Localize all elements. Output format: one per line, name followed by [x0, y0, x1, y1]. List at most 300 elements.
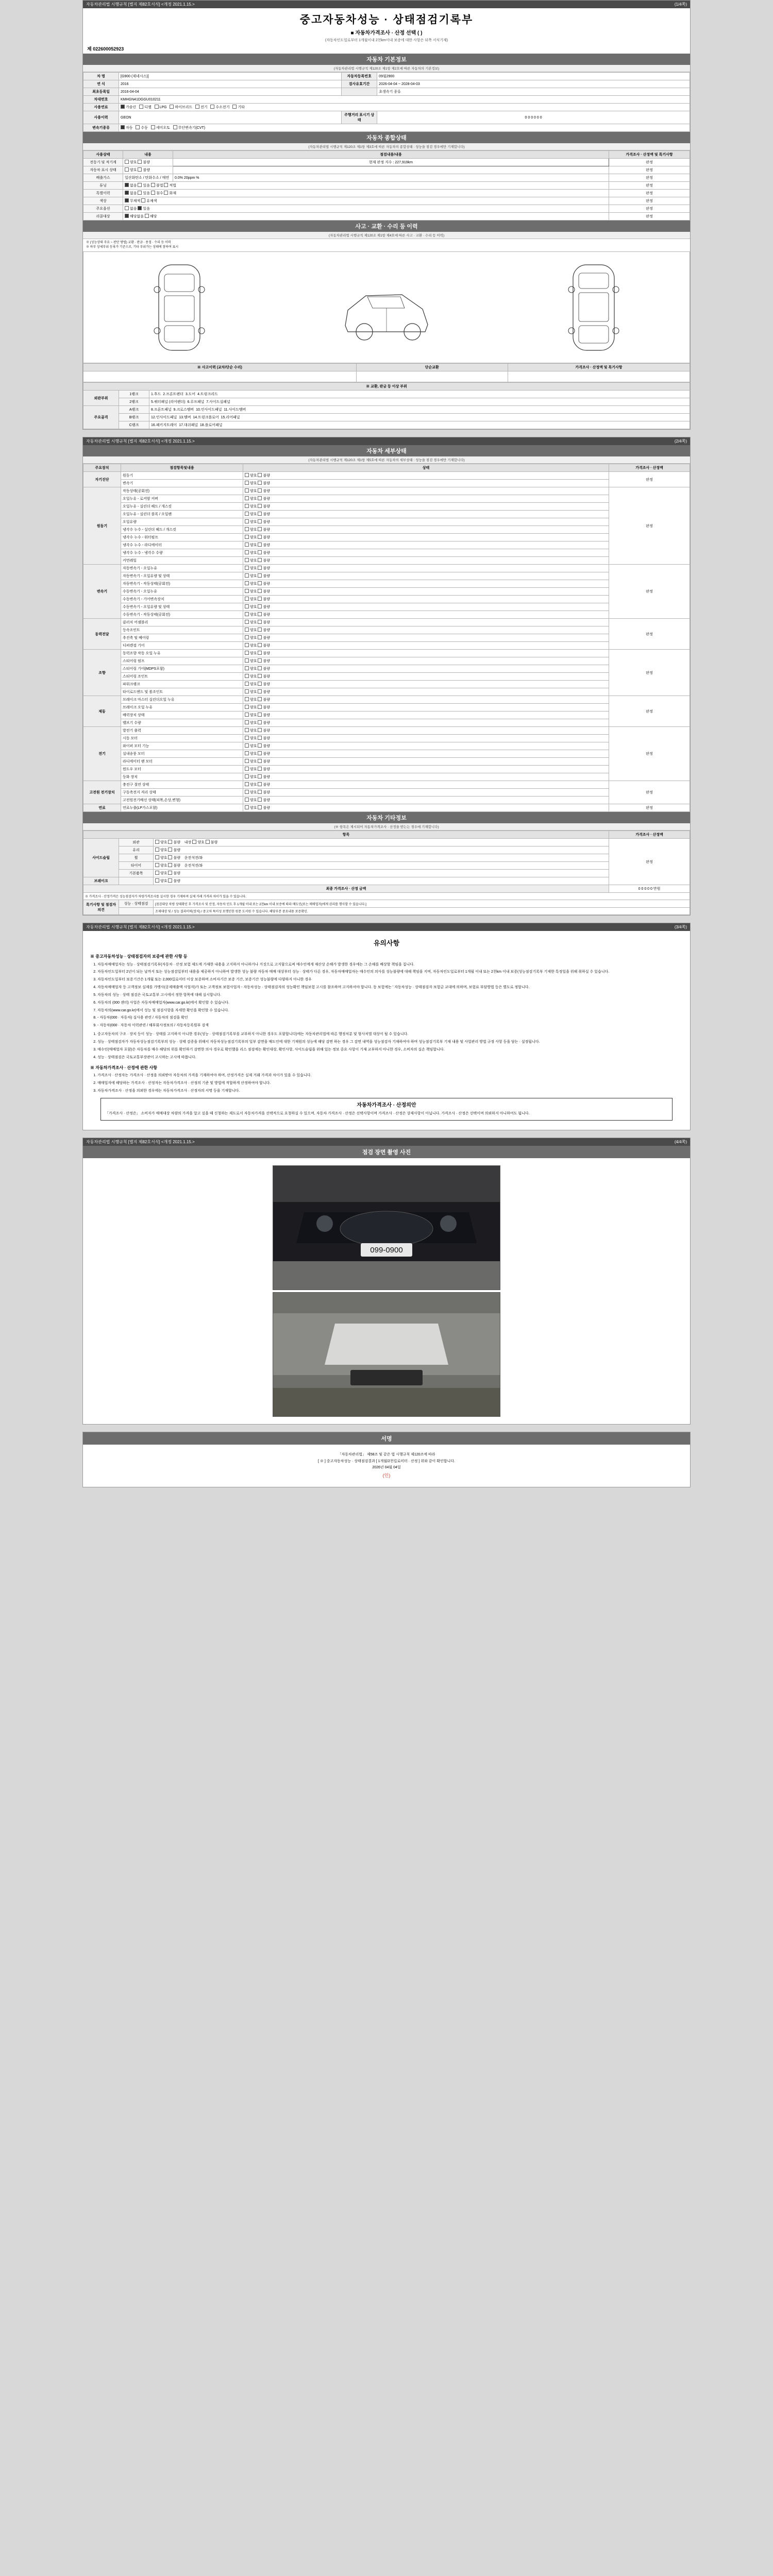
group-verdict-7[interactable]: 판정 [609, 781, 690, 804]
cell-accident[interactable] [83, 371, 357, 382]
trans-opt-2[interactable] [151, 126, 170, 130]
part-item[interactable]: 16.패키지트레이 [151, 423, 177, 427]
checkbox-icon[interactable] [245, 543, 249, 547]
state-option[interactable] [258, 513, 270, 516]
checkbox-icon[interactable] [258, 496, 262, 500]
checkbox-icon[interactable] [245, 473, 249, 477]
state-option[interactable] [245, 544, 258, 547]
checkbox-icon[interactable] [258, 798, 262, 802]
state-cell[interactable] [243, 735, 609, 742]
checkbox-icon[interactable] [258, 682, 262, 686]
state-cell[interactable] [243, 588, 609, 596]
part-item[interactable]: 5.쿼터패널 (리어펜더) [151, 400, 186, 404]
state-cell[interactable] [243, 557, 609, 565]
checkbox-icon[interactable] [245, 481, 249, 485]
checkbox-icon[interactable] [195, 105, 199, 109]
checkbox-icon[interactable] [168, 878, 172, 883]
checkbox-icon[interactable] [155, 878, 159, 883]
checkbox-icon[interactable] [125, 198, 129, 202]
checkbox-icon[interactable] [258, 774, 262, 778]
state-cell[interactable] [243, 742, 609, 750]
row-opts-3[interactable] [123, 182, 609, 190]
checkbox-icon[interactable] [245, 597, 249, 601]
total-price-value[interactable]: 0 0 0 0 0 만원 [609, 885, 690, 893]
checkbox-icon[interactable] [138, 160, 142, 164]
checkbox-icon[interactable] [245, 488, 249, 493]
checkbox-icon[interactable] [258, 620, 262, 624]
fuel-opt-6[interactable] [232, 106, 245, 109]
checkbox-icon[interactable] [245, 558, 249, 562]
state-cell[interactable] [243, 719, 609, 727]
state-option[interactable] [245, 652, 258, 655]
state-option[interactable] [258, 605, 270, 609]
trans-opt-0[interactable] [121, 126, 133, 130]
state-option[interactable] [258, 536, 270, 539]
state-option[interactable] [258, 690, 270, 694]
checkbox-icon[interactable] [141, 198, 145, 202]
state-option[interactable] [245, 752, 258, 756]
state-option[interactable] [245, 582, 258, 586]
state-option[interactable] [245, 768, 258, 771]
state-cell[interactable] [243, 611, 609, 619]
part-item[interactable]: 18.플로어패널 [199, 423, 223, 427]
memo-text[interactable]: [점검대상 차량 상태확인 후 가격조사 및 산정, 자동차 인도 후 1개월 이내 또는 2천km 이내 보증에 따라 매도인(또는 매매업자)에게 권리를 행사할 수 있습니다.] [154, 900, 690, 908]
row-opts-5[interactable] [123, 197, 609, 205]
state-option[interactable] [258, 783, 270, 787]
checkbox-icon[interactable] [245, 612, 249, 616]
checkbox-icon[interactable] [258, 504, 262, 508]
state-option[interactable] [258, 683, 270, 686]
group-verdict-4[interactable]: 판정 [609, 650, 690, 696]
checkbox-icon[interactable] [245, 751, 249, 755]
state-cell[interactable] [243, 603, 609, 611]
checkbox-icon[interactable] [258, 628, 262, 632]
state-option[interactable] [258, 806, 270, 810]
checkbox-icon[interactable] [258, 488, 262, 493]
state-option[interactable] [258, 768, 270, 771]
checkbox-icon[interactable] [245, 790, 249, 794]
group-verdict-5[interactable]: 판정 [609, 696, 690, 727]
checkbox-icon[interactable] [245, 620, 249, 624]
state-option[interactable] [245, 690, 258, 694]
state-option[interactable] [258, 613, 270, 617]
checkbox-icon[interactable] [245, 604, 249, 608]
group-verdict-0[interactable]: 판정 [609, 472, 690, 487]
checkbox-icon[interactable] [245, 682, 249, 686]
state-option[interactable] [245, 605, 258, 609]
checkbox-icon[interactable] [245, 759, 249, 763]
state-option[interactable] [245, 675, 258, 679]
state-option[interactable] [245, 714, 258, 717]
checkbox-icon[interactable] [155, 105, 159, 109]
checkbox-icon[interactable] [245, 782, 249, 786]
checkbox-icon[interactable] [125, 167, 129, 172]
state-option[interactable] [258, 482, 270, 485]
checkbox-icon[interactable] [245, 496, 249, 500]
trans-opt-3[interactable] [173, 126, 205, 130]
checkbox-icon[interactable] [173, 125, 177, 129]
part-item[interactable]: 15.리어패널 [221, 416, 240, 419]
checkbox-icon[interactable] [245, 805, 249, 809]
state-cell[interactable] [243, 773, 609, 781]
state-option[interactable] [245, 737, 258, 740]
checkbox-icon[interactable] [258, 720, 262, 724]
checkbox-icon[interactable] [258, 751, 262, 755]
checkbox-icon[interactable] [258, 759, 262, 763]
state-option[interactable] [258, 636, 270, 640]
state-cell[interactable] [243, 650, 609, 657]
state-cell[interactable] [243, 796, 609, 804]
checkbox-icon[interactable] [258, 713, 262, 717]
state-cell[interactable] [243, 688, 609, 696]
state-cell[interactable] [243, 487, 609, 495]
state-option[interactable] [245, 629, 258, 632]
checkbox-icon[interactable] [245, 512, 249, 516]
checkbox-icon[interactable] [136, 125, 140, 129]
checkbox-icon[interactable] [258, 767, 262, 771]
checkbox-icon[interactable] [125, 160, 129, 164]
checkbox-icon[interactable] [258, 481, 262, 485]
state-cell[interactable] [243, 549, 609, 557]
checkbox-icon[interactable] [258, 543, 262, 547]
fuel-opt-2[interactable] [155, 106, 167, 109]
checkbox-icon[interactable] [245, 651, 249, 655]
checkbox-icon[interactable] [245, 535, 249, 539]
state-option[interactable] [245, 482, 258, 485]
state-option[interactable] [258, 629, 270, 632]
state-option[interactable] [258, 574, 270, 578]
state-option[interactable] [258, 528, 270, 532]
checkbox-icon[interactable] [258, 790, 262, 794]
state-cell[interactable] [243, 596, 609, 603]
part-item[interactable]: 17.대쉬패널 [179, 423, 198, 427]
part-item[interactable]: 4.트렁크리드 [197, 393, 218, 396]
state-option[interactable] [258, 744, 270, 748]
state-cell[interactable] [243, 634, 609, 642]
checkbox-icon[interactable] [258, 589, 262, 593]
state-cell[interactable] [243, 526, 609, 534]
state-option[interactable] [258, 799, 270, 802]
checkbox-icon[interactable] [168, 855, 172, 859]
state-option[interactable] [245, 489, 258, 493]
checkbox-icon[interactable] [138, 167, 142, 172]
state-cell[interactable] [243, 626, 609, 634]
state-cell[interactable] [243, 541, 609, 549]
checkbox-icon[interactable] [258, 581, 262, 585]
state-cell[interactable] [243, 789, 609, 796]
fuel-opt-3[interactable] [170, 106, 192, 109]
other-opts-4[interactable] [154, 870, 609, 877]
state-cell[interactable] [243, 696, 609, 704]
state-option[interactable] [258, 497, 270, 501]
checkbox-icon[interactable] [155, 855, 159, 859]
state-option[interactable] [245, 806, 258, 810]
checkbox-icon[interactable] [245, 658, 249, 663]
checkbox-icon[interactable] [245, 705, 249, 709]
state-option[interactable] [258, 567, 270, 570]
state-option[interactable] [258, 551, 270, 555]
other-price-cell[interactable]: 판정 [609, 839, 690, 885]
state-option[interactable] [258, 729, 270, 733]
state-cell[interactable] [243, 711, 609, 719]
checkbox-icon[interactable] [258, 535, 262, 539]
state-option[interactable] [245, 559, 258, 563]
state-cell[interactable] [243, 534, 609, 541]
checkbox-icon[interactable] [170, 105, 174, 109]
group-verdict-6[interactable]: 판정 [609, 727, 690, 781]
trans-opt-1[interactable] [136, 126, 148, 130]
state-option[interactable] [245, 744, 258, 748]
state-cell[interactable] [243, 503, 609, 511]
checkbox-icon[interactable] [258, 558, 262, 562]
checkbox-icon[interactable] [168, 871, 172, 875]
state-cell[interactable] [243, 619, 609, 626]
checkbox-icon[interactable] [245, 504, 249, 508]
state-cell[interactable] [243, 766, 609, 773]
checkbox-icon[interactable] [258, 666, 262, 670]
state-option[interactable] [245, 621, 258, 624]
state-option[interactable] [258, 559, 270, 563]
checkbox-icon[interactable] [245, 767, 249, 771]
other-opts-5[interactable] [154, 877, 609, 885]
checkbox-icon[interactable] [139, 105, 143, 109]
checkbox-icon[interactable] [245, 566, 249, 570]
part-item[interactable]: 12.인사이드패널 [151, 416, 177, 419]
state-option[interactable] [245, 567, 258, 570]
state-option[interactable] [245, 698, 258, 702]
row-opts-4[interactable] [123, 190, 609, 197]
checkbox-icon[interactable] [258, 743, 262, 748]
checkbox-icon[interactable] [168, 863, 172, 867]
checkbox-icon[interactable] [125, 214, 129, 218]
state-cell[interactable] [243, 727, 609, 735]
checkbox-icon[interactable] [168, 848, 172, 852]
part-item[interactable]: 7.사이드실패널 [206, 400, 230, 404]
state-option[interactable] [258, 505, 270, 509]
fuel-opt-5[interactable] [210, 106, 229, 109]
checkbox-icon[interactable] [258, 674, 262, 678]
other-opts-0[interactable] [154, 839, 609, 846]
checkbox-icon[interactable] [151, 191, 155, 195]
checkbox-icon[interactable] [245, 519, 249, 523]
checkbox-icon[interactable] [258, 527, 262, 531]
checkbox-icon[interactable] [245, 628, 249, 632]
checkbox-icon[interactable] [258, 658, 262, 663]
row-opts-6[interactable] [123, 205, 609, 213]
state-option[interactable] [258, 775, 270, 779]
group-verdict-3[interactable]: 판정 [609, 619, 690, 650]
checkbox-icon[interactable] [258, 550, 262, 554]
part-item[interactable]: 10.인사이드패널 [196, 408, 222, 412]
state-option[interactable] [245, 783, 258, 787]
checkbox-icon[interactable] [245, 697, 249, 701]
state-option[interactable] [245, 706, 258, 709]
state-option[interactable] [258, 791, 270, 794]
other-opts-1[interactable] [154, 846, 609, 854]
state-cell[interactable] [243, 681, 609, 688]
checkbox-icon[interactable] [125, 183, 129, 187]
checkbox-icon[interactable] [210, 105, 214, 109]
state-option[interactable] [245, 659, 258, 663]
state-option[interactable] [258, 590, 270, 594]
state-cell[interactable] [243, 758, 609, 766]
state-cell[interactable] [243, 480, 609, 487]
checkbox-icon[interactable] [245, 743, 249, 748]
state-option[interactable] [245, 683, 258, 686]
part-item[interactable]: 14.트렁크플로어 [193, 416, 219, 419]
checkbox-icon[interactable] [245, 573, 249, 578]
state-option[interactable] [258, 721, 270, 725]
fuel-opt-0[interactable] [121, 106, 136, 109]
state-option[interactable] [258, 698, 270, 702]
checkbox-icon[interactable] [258, 566, 262, 570]
state-cell[interactable] [243, 472, 609, 480]
checkbox-icon[interactable] [258, 805, 262, 809]
state-option[interactable] [245, 551, 258, 555]
checkbox-icon[interactable] [258, 597, 262, 601]
state-option[interactable] [245, 760, 258, 764]
state-cell[interactable] [243, 565, 609, 572]
state-option[interactable] [245, 791, 258, 794]
checkbox-icon[interactable] [258, 782, 262, 786]
state-cell[interactable] [243, 673, 609, 681]
state-option[interactable] [245, 667, 258, 671]
state-option[interactable] [245, 497, 258, 501]
state-option[interactable] [245, 513, 258, 516]
state-option[interactable] [258, 520, 270, 524]
checkbox-icon[interactable] [258, 519, 262, 523]
part-item[interactable]: 9.크로스멤버 [173, 408, 194, 412]
other-opts-2[interactable] [154, 854, 609, 862]
other-opts-3[interactable] [154, 862, 609, 870]
state-cell[interactable] [243, 642, 609, 650]
checkbox-icon[interactable] [155, 848, 159, 852]
part-item[interactable]: 6.루프패널 [187, 400, 205, 404]
state-option[interactable] [258, 752, 270, 756]
state-option[interactable] [245, 598, 258, 601]
state-cell[interactable] [243, 495, 609, 503]
group-verdict-2[interactable]: 판정 [609, 565, 690, 619]
state-option[interactable] [258, 652, 270, 655]
state-cell[interactable] [243, 750, 609, 758]
state-option[interactable] [245, 729, 258, 733]
checkbox-icon[interactable] [138, 191, 142, 195]
checkbox-icon[interactable] [258, 473, 262, 477]
part-item[interactable]: 11.사이드멤버 [224, 408, 246, 412]
checkbox-icon[interactable] [258, 689, 262, 693]
state-option[interactable] [258, 544, 270, 547]
checkbox-icon[interactable] [192, 840, 196, 844]
group-verdict-8[interactable]: 판정 [609, 804, 690, 812]
checkbox-icon[interactable] [245, 527, 249, 531]
checkbox-icon[interactable] [245, 736, 249, 740]
checkbox-icon[interactable] [245, 643, 249, 647]
state-option[interactable] [245, 613, 258, 617]
state-option[interactable] [258, 489, 270, 493]
state-cell[interactable] [243, 781, 609, 789]
checkbox-icon[interactable] [151, 183, 155, 187]
checkbox-icon[interactable] [245, 581, 249, 585]
checkbox-icon[interactable] [245, 798, 249, 802]
checkbox-icon[interactable] [245, 728, 249, 732]
state-option[interactable] [245, 505, 258, 509]
checkbox-icon[interactable] [258, 573, 262, 578]
checkbox-icon[interactable] [258, 736, 262, 740]
state-option[interactable] [245, 799, 258, 802]
checkbox-icon[interactable] [121, 105, 125, 109]
group-verdict-1[interactable]: 판정 [609, 487, 690, 565]
state-option[interactable] [258, 659, 270, 663]
checkbox-icon[interactable] [245, 713, 249, 717]
checkbox-icon[interactable] [245, 589, 249, 593]
row-opts-0[interactable] [123, 159, 173, 166]
checkbox-icon[interactable] [206, 840, 210, 844]
state-cell[interactable] [243, 518, 609, 526]
row-opts-1[interactable] [123, 166, 173, 174]
state-cell[interactable] [243, 580, 609, 588]
checkbox-icon[interactable] [155, 840, 159, 844]
checkbox-icon[interactable] [145, 214, 149, 218]
state-option[interactable] [258, 760, 270, 764]
state-option[interactable] [245, 590, 258, 594]
part-item[interactable]: 3.도어 [185, 393, 196, 396]
state-option[interactable] [245, 474, 258, 478]
checkbox-icon[interactable] [258, 643, 262, 647]
fuel-opt-1[interactable] [139, 106, 152, 109]
checkbox-icon[interactable] [121, 125, 125, 129]
part-item[interactable]: 2.프론트펜더 [163, 393, 183, 396]
state-cell[interactable] [243, 572, 609, 580]
state-cell[interactable] [243, 804, 609, 812]
checkbox-icon[interactable] [245, 635, 249, 639]
checkbox-icon[interactable] [125, 191, 129, 195]
state-cell[interactable] [243, 511, 609, 518]
checkbox-icon[interactable] [258, 705, 262, 709]
state-option[interactable] [258, 675, 270, 679]
checkbox-icon[interactable] [258, 635, 262, 639]
state-cell[interactable] [243, 665, 609, 673]
checkbox-icon[interactable] [245, 550, 249, 554]
cell-exchange[interactable] [356, 371, 508, 382]
fuel-opt-4[interactable] [195, 106, 208, 109]
state-option[interactable] [258, 667, 270, 671]
row-opts-7[interactable] [123, 213, 609, 221]
state-option[interactable] [258, 474, 270, 478]
state-option[interactable] [245, 520, 258, 524]
checkbox-icon[interactable] [151, 125, 155, 129]
checkbox-icon[interactable] [258, 604, 262, 608]
state-option[interactable] [258, 598, 270, 601]
state-option[interactable] [258, 621, 270, 624]
checkbox-icon[interactable] [155, 863, 159, 867]
state-cell[interactable] [243, 704, 609, 711]
row-opts-2[interactable]: 일산화탄소 / 탄화수소 / 매연 [123, 174, 173, 182]
state-option[interactable] [258, 706, 270, 709]
checkbox-icon[interactable] [138, 183, 142, 187]
checkbox-icon[interactable] [232, 105, 237, 109]
checkbox-icon[interactable] [168, 840, 172, 844]
checkbox-icon[interactable] [164, 183, 168, 187]
state-cell[interactable] [243, 657, 609, 665]
state-option[interactable] [245, 644, 258, 648]
checkbox-icon[interactable] [245, 774, 249, 778]
checkbox-icon[interactable] [245, 689, 249, 693]
checkbox-icon[interactable] [258, 697, 262, 701]
checkbox-icon[interactable] [258, 651, 262, 655]
state-option[interactable] [245, 775, 258, 779]
state-option[interactable] [258, 714, 270, 717]
state-option[interactable] [258, 582, 270, 586]
